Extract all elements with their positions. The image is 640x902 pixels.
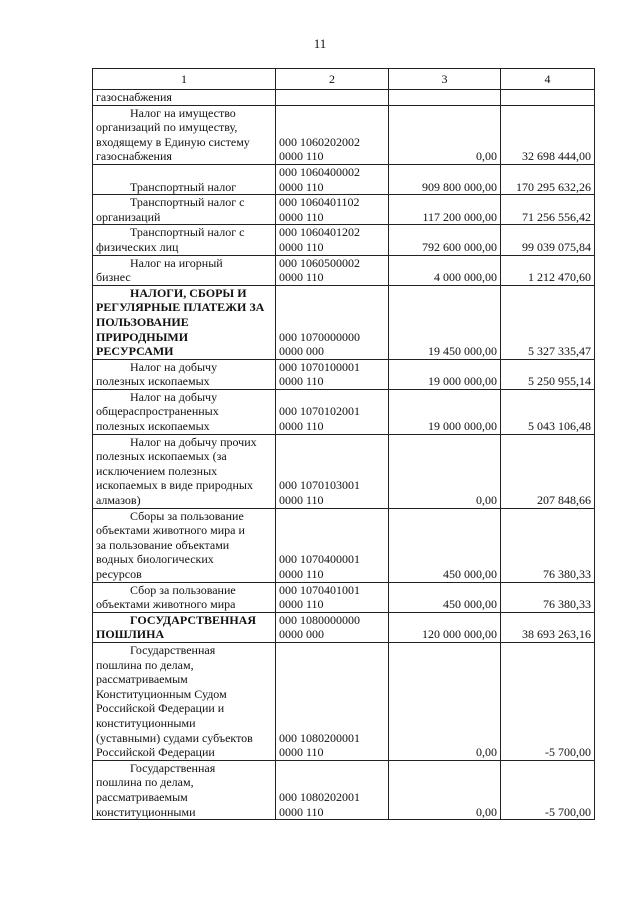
row-actual-value: 99 039 075,84	[501, 225, 595, 255]
row-name-line: ресурсов	[96, 567, 142, 581]
row-name-line: газоснабжения	[96, 149, 172, 164]
row-code-line: 0000 110	[279, 270, 324, 285]
row-name	[93, 434, 276, 508]
row-code	[276, 225, 389, 255]
row-code-line: 000 1060202002	[279, 134, 360, 149]
row-code	[276, 582, 389, 612]
row-code-line: 0000 110	[279, 493, 324, 508]
row-name-line: рассматриваемым	[96, 672, 188, 687]
table-row	[93, 164, 595, 194]
row-plan-value	[389, 90, 501, 106]
row-name-line: Налог на добычу прочих	[130, 434, 257, 449]
row-code-line: 0000 110	[279, 419, 324, 434]
table-row	[93, 612, 595, 642]
table-row	[93, 389, 595, 434]
row-code-line: 0000 000	[279, 344, 324, 359]
row-code-line: 0000 110	[279, 745, 324, 760]
row-name-line: газоснабжения	[96, 90, 172, 104]
row-name-line: алмазов)	[96, 493, 141, 508]
table-row	[93, 225, 595, 255]
row-code-line: 000 1070400001	[279, 552, 360, 567]
row-plan-value: 450 000,00	[389, 508, 501, 582]
table-body	[93, 90, 595, 820]
row-name-line: ПОЛЬЗОВАНИЕ	[96, 314, 189, 329]
row-name-line: физических лиц	[96, 239, 179, 254]
table-row	[93, 105, 595, 164]
table-row	[93, 255, 595, 285]
row-actual-value: -5 700,00	[501, 642, 595, 760]
row-code-line: 000 1060401102	[279, 195, 360, 210]
row-name-line: за пользование объектами	[96, 537, 230, 552]
row-name-line: Налог на добычу	[130, 389, 218, 404]
row-name-line: Сбор за пользование	[130, 582, 236, 597]
row-actual-value: 170 295 632,26	[501, 164, 595, 194]
row-actual-value: 76 380,33	[501, 582, 595, 612]
row-name	[93, 612, 276, 642]
row-name-line: ГОСУДАРСТВЕННАЯ	[130, 612, 256, 627]
row-code	[276, 164, 389, 194]
row-name-line: входящему в Единую систему	[96, 134, 250, 149]
row-name	[93, 225, 276, 255]
table-row	[93, 195, 595, 225]
row-name	[93, 105, 276, 164]
row-name-line: Транспортный налог	[130, 179, 237, 194]
row-code-line: 000 1060400002	[279, 164, 360, 179]
row-code	[276, 285, 389, 359]
row-code-line: 0000 110	[279, 179, 324, 194]
row-actual-value: 38 693 263,16	[501, 612, 595, 642]
table-row	[93, 90, 595, 106]
row-name-line: (уставными) судами субъектов	[96, 730, 253, 745]
row-name-line: Государственная	[130, 642, 216, 657]
row-plan-value: 0,00	[389, 760, 501, 819]
row-code-line: 000 1070000000	[279, 329, 360, 344]
row-name-line: полезных ископаемых	[96, 419, 210, 434]
row-code-line: 0000 110	[279, 567, 324, 581]
row-code-line: 000 1060401202	[279, 225, 360, 240]
row-code-line: 0000 110	[279, 597, 324, 612]
row-name	[93, 255, 276, 285]
row-name-line: полезных ископаемых (за	[96, 449, 227, 464]
row-code	[276, 105, 389, 164]
row-code	[276, 359, 389, 389]
row-code-line: 000 1080200001	[279, 730, 360, 745]
row-actual-value: 5 327 335,47	[501, 285, 595, 359]
row-name-line: объектами животного мира и	[96, 523, 245, 538]
row-code-line: 000 1080202001	[279, 789, 360, 804]
row-plan-value: 0,00	[389, 105, 501, 164]
row-code	[276, 760, 389, 819]
row-name-line: НАЛОГИ, СБОРЫ И	[130, 285, 247, 300]
header-col-2: 2	[276, 69, 389, 90]
row-name	[93, 508, 276, 582]
row-name	[93, 90, 276, 106]
row-plan-value: 909 800 000,00	[389, 164, 501, 194]
header-col-3: 3	[389, 69, 501, 90]
row-name	[93, 195, 276, 225]
table-row	[93, 760, 595, 819]
row-code-line: 0000 110	[279, 374, 324, 389]
row-name-line: полезных ископаемых	[96, 374, 210, 389]
row-name-line: ПРИРОДНЫМИ	[96, 329, 189, 344]
row-name-line: Государственная	[130, 760, 216, 775]
row-code	[276, 612, 389, 642]
row-name-line: Транспортный налог с	[130, 225, 245, 240]
row-name-line: Российской Федерации	[96, 745, 215, 760]
table-row	[93, 582, 595, 612]
row-name-line: РЕГУЛЯРНЫЕ ПЛАТЕЖИ ЗА	[96, 300, 265, 315]
page-number: 11	[313, 36, 327, 51]
row-code-line: 0000 000	[279, 627, 324, 642]
budget-revenue-table	[92, 68, 595, 820]
row-plan-value: 19 000 000,00	[389, 359, 501, 389]
row-name-line: Сборы за пользование	[130, 508, 244, 523]
row-code	[276, 195, 389, 225]
row-code-line: 000 1080000000	[279, 612, 360, 627]
header-col-1: 1	[93, 69, 276, 90]
row-plan-value: 4 000 000,00	[389, 255, 501, 285]
row-code-line: 0000 110	[279, 209, 324, 224]
row-name-line: бизнес	[96, 270, 131, 285]
row-name-line: пошлина по делам,	[96, 775, 194, 790]
row-plan-value: 0,00	[389, 434, 501, 508]
row-code-line: 000 1060500002	[279, 255, 360, 270]
row-code-line: 000 1070401001	[279, 582, 360, 597]
row-actual-value: -5 700,00	[501, 760, 595, 819]
table-row	[93, 642, 595, 760]
row-name-line: Транспортный налог с	[130, 195, 245, 210]
row-name	[93, 389, 276, 434]
row-actual-value: 32 698 444,00	[501, 105, 595, 164]
row-code	[276, 389, 389, 434]
row-plan-value: 19 000 000,00	[389, 389, 501, 434]
row-actual-value: 5 043 106,48	[501, 389, 595, 434]
row-name-line: общераспространенных	[96, 404, 219, 419]
row-actual-value: 207 848,66	[501, 434, 595, 508]
row-code-line: 000 1070102001	[279, 404, 360, 419]
row-name	[93, 285, 276, 359]
row-name-line: Налог на игорный	[130, 255, 223, 270]
row-name-line: конституционными	[96, 804, 196, 819]
table-row	[93, 359, 595, 389]
table-row	[93, 285, 595, 359]
table-row	[93, 434, 595, 508]
row-code	[276, 434, 389, 508]
row-code-line: 0000 110	[279, 239, 324, 254]
row-actual-value: 1 212 470,60	[501, 255, 595, 285]
row-actual-value: 71 256 556,42	[501, 195, 595, 225]
row-code	[276, 90, 389, 106]
row-code-line: 0000 110	[279, 149, 324, 164]
row-plan-value: 792 600 000,00	[389, 225, 501, 255]
table-row	[93, 508, 595, 582]
row-code	[276, 255, 389, 285]
row-name-line: Российской Федерации и	[96, 701, 225, 716]
row-name-line: исключением полезных	[96, 463, 218, 478]
row-name	[93, 164, 276, 194]
row-plan-value: 120 000 000,00	[389, 612, 501, 642]
row-actual-value: 76 380,33	[501, 508, 595, 582]
row-code-line: 000 1070103001	[279, 478, 360, 493]
row-plan-value: 0,00	[389, 642, 501, 760]
row-name-line: Налог на добычу	[130, 359, 218, 374]
row-name-line: конституционными	[96, 715, 196, 730]
row-name-line: Конституционным Судом	[96, 686, 227, 701]
row-name	[93, 760, 276, 819]
row-name-line: ПОШЛИНА	[96, 627, 165, 642]
row-code-line: 0000 110	[279, 804, 324, 819]
row-name-line: РЕСУРСАМИ	[96, 344, 174, 359]
row-name-line: организаций	[96, 209, 161, 224]
row-plan-value: 117 200 000,00	[389, 195, 501, 225]
table-header-row	[93, 69, 595, 90]
row-name	[93, 642, 276, 760]
row-name-line: пошлина по делам,	[96, 657, 194, 672]
row-name-line: рассматриваемым	[96, 789, 188, 804]
row-actual-value	[501, 90, 595, 106]
row-plan-value: 450 000,00	[389, 582, 501, 612]
row-code	[276, 508, 389, 582]
row-code-line: 000 1070100001	[279, 359, 360, 374]
row-name-line: объектами животного мира	[96, 597, 236, 612]
row-name-line: Налог на имущество	[130, 105, 236, 120]
row-name-line: организаций по имуществу,	[96, 120, 238, 135]
row-code	[276, 642, 389, 760]
row-name-line: ископаемых в виде природных	[96, 478, 253, 493]
row-actual-value: 5 250 955,14	[501, 359, 595, 389]
row-name-line: водных биологических	[96, 552, 214, 567]
header-col-4: 4	[501, 69, 595, 90]
row-name	[93, 359, 276, 389]
row-plan-value: 19 450 000,00	[389, 285, 501, 359]
row-name	[93, 582, 276, 612]
